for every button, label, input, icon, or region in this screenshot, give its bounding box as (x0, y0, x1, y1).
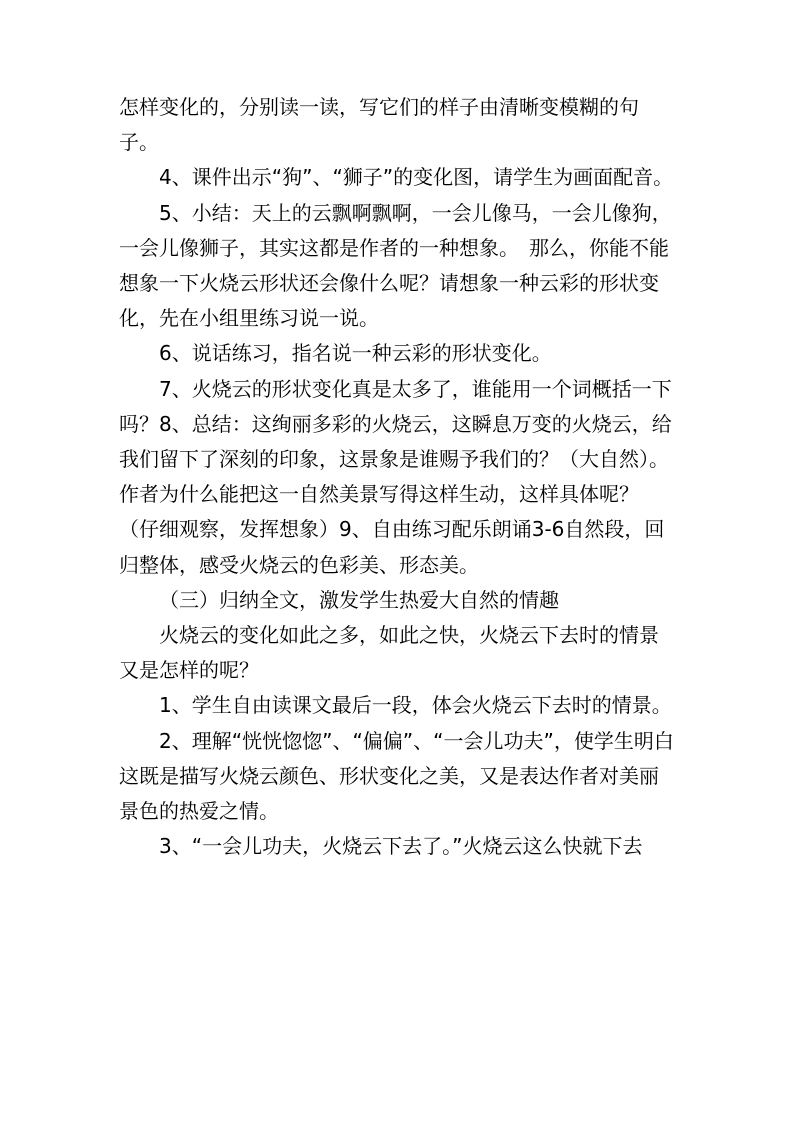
paragraph-step-7-9: 7、火烧云的形状变化真是太多了，谁能用一个词概括一下吗？8、总结：这绚丽多彩的火烧云，这瞬息万变的火烧云，给我们留下了深刻的印象，这景象是谁赐予我们的？（大自然）。作者为什么能把这一自然美景写得这样生动，这样具体呢？（仔细观察，发挥想象）9、自由练习配乐朗诵3-6自然段，回归整体，感受火烧云的色彩美、形态美。 (119, 376, 672, 577)
paragraph-item-2: 2、理解“恍恍惚惚”、“偏偏”、“一会儿功夫”，使学生明白这既是描写火烧云颜色、形状变化之美，又是表达作者对美丽景色的热爱之情。 (119, 728, 674, 824)
section-heading-3: （三）归纳全文，激发学生热爱大自然的情趣 (159, 587, 559, 612)
paragraph-intro: 火烧云的变化如此之多，如此之快，火烧云下去时的情景又是怎样的呢？ (119, 623, 659, 683)
paragraph-item-1: 1、学生自由读课文最后一段，体会火烧云下去时的情景。 (159, 693, 672, 718)
paragraph-step-5: 5、小结：天上的云飘啊飘啊，一会儿像马，一会儿像狗，一会儿像狮子，其实这都是作者的一种想象。 那么，你能不能想象一下火烧云形状还会像什么呢？请想象一种云彩的形状变化，先在小组里练习说一说。 (119, 200, 672, 331)
paragraph-step-4: 4、课件出示“狗”、“狮子”的变化图，请学生为画面配音。 (159, 165, 674, 190)
paragraph-item-3: 3、“一会儿功夫，火烧云下去了。”火烧云这么快就下去 (159, 834, 643, 859)
document-body (119, 90, 675, 864)
paragraph-continued: 怎样变化的，分别读一读，写它们的样子由清晰变模糊的句子。 (119, 95, 639, 155)
paragraph-step-6: 6、说话练习，指名说一种云彩的形状变化。 (159, 341, 552, 366)
